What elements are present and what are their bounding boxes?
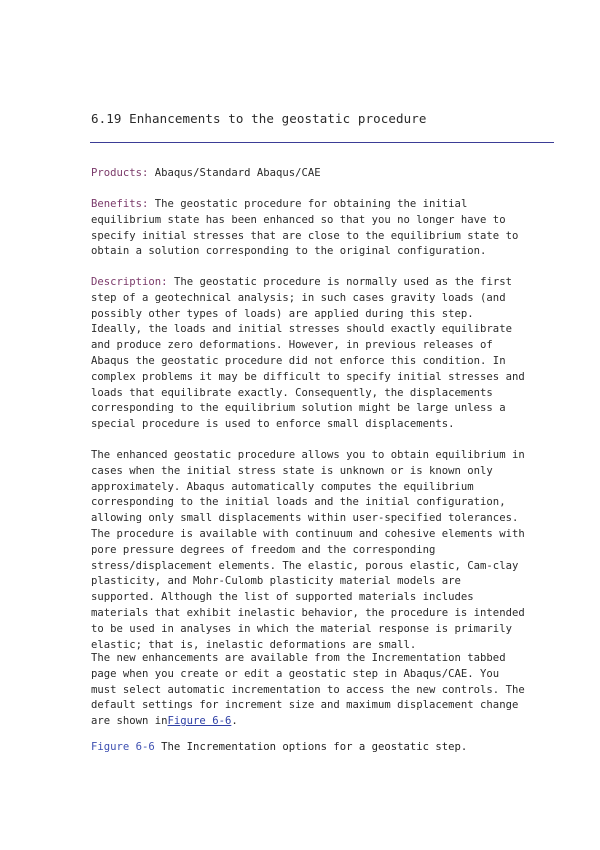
description-text: The geostatic procedure is normally used as the first step of a geotechnical analysis; in such cases gravity loads (and possibly other types of loads) are applied during this step. Ideally, the loads and initial stresses should exactly equilibrate and produce zero deformations. However, in previous releases of Abaqus the geostatic procedure did not enforce this condition. In complex problems it may be difficult to specify initial stresses and loads that equilibrate exactly. Consequently, the displacements corresponding to the equilibrium solution might be large unless a special procedure is used to enforce small displacements.	[91, 276, 525, 431]
new-enhancements-end: .	[231, 715, 238, 728]
products-paragraph	[91, 166, 531, 182]
products-label: Products:	[91, 167, 149, 179]
description-paragraph	[91, 275, 531, 433]
figure-6-6-link[interactable]: Figure 6-6	[167, 715, 232, 728]
new-enhancements-text: The new enhancements are available from the Incrementation tabbed page when you create or edit a geostatic step in Abaqus/CAE. You must select automatic incrementation to access the new controls. The default settings for increment size and maximum displacement change are shown in	[91, 652, 525, 728]
description-label: Description:	[91, 276, 168, 288]
caption-text: The Incrementation options for a geostatic step.	[161, 741, 468, 753]
new-enhancements-paragraph	[91, 651, 531, 730]
benefits-label: Benefits:	[91, 198, 149, 210]
benefits-paragraph	[91, 197, 531, 260]
enhanced-paragraph: The enhanced geostatic procedure allows you to obtain equilibrium in cases when the initial stress state is unknown or is known only approximately. Abaqus automatically computes the equilibrium corresponding to the initial loads and the initial configuration, allowing only small displacements within user-specified tolerances. The procedure is available with continuum and cohesive elements with pore pressure degrees of freedom and the corresponding stress/displacement elements. The elastic, porous elastic, Cam-clay plasticity, and Mohr-Culomb plasticity material models are supported. Although the list of supported materials includes materials that exhibit inelastic behavior, the procedure is intended to be used in analyses in which the material response is primarily elastic; that is, inelastic deformations are small.	[91, 449, 525, 651]
figure-caption	[91, 740, 467, 756]
caption-label: Figure 6-6	[91, 741, 155, 753]
benefits-text: The geostatic procedure for obtaining the initial equilibrium state has been enhanced so that you no longer have to specify initial stresses that are close to the equilibrium state to obtain a solution corresponding to the original configuration.	[91, 198, 519, 258]
title-divider	[90, 142, 554, 143]
section-title: 6.19 Enhancements to the geostatic procedure	[91, 111, 427, 126]
products-text: Abaqus/Standard Abaqus/CAE	[154, 167, 321, 179]
